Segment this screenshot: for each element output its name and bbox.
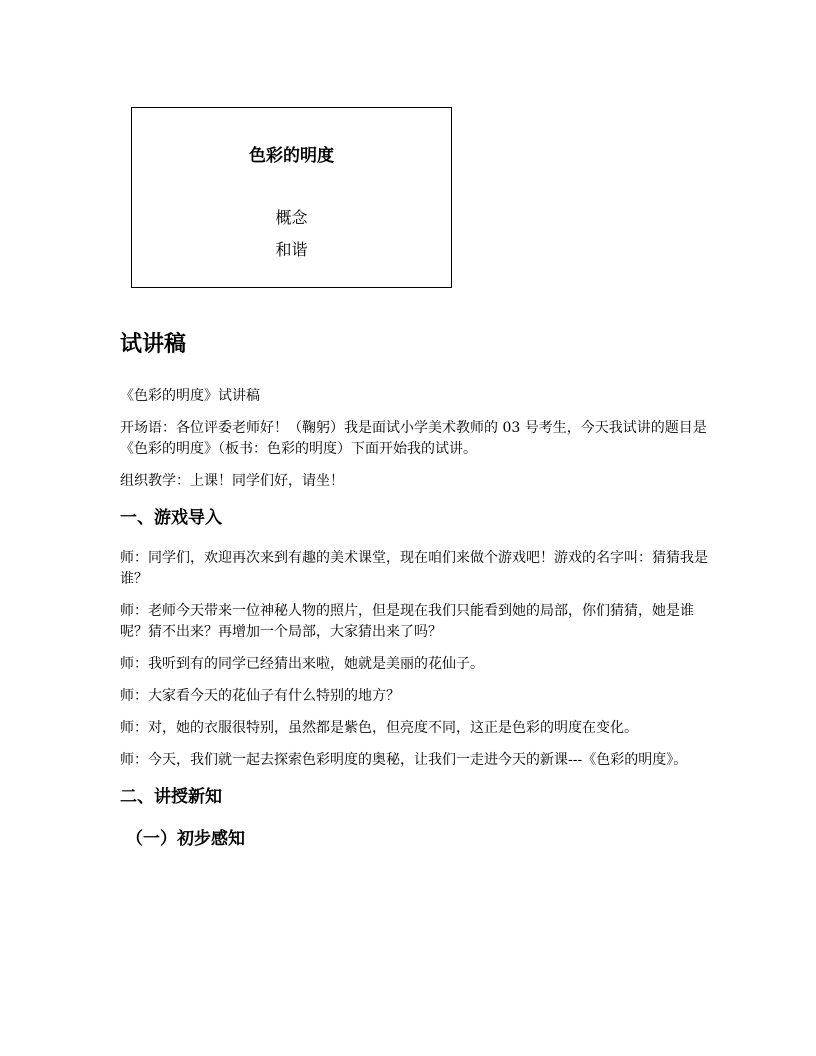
- teacher-paragraph-2: 师：老师今天带来一位神秘人物的照片，但是现在我们只能看到她的局部，你们猜猜，她是谁呢？猜不出来？再增加一个局部，大家猜出来了吗？: [120, 603, 694, 640]
- blackboard-sketch: [131, 107, 452, 288]
- subsection-heading-perception: （一）初步感知: [126, 829, 245, 849]
- board-title: 色彩的明度: [249, 146, 334, 166]
- document-body: [120, 330, 710, 851]
- teacher-paragraph-3: 师：我听到有的同学已经猜出来啦，她就是美丽的花仙子。: [120, 656, 484, 672]
- teacher-paragraph-1: 师：同学们，欢迎再次来到有趣的美术课堂，现在咱们来做个游戏吧！游戏的名字叫：猜猜我是谁？: [120, 550, 708, 587]
- teacher-paragraph-4: 师：大家看今天的花仙子有什么特别的地方？: [120, 688, 400, 704]
- board-line-harmony: 和谐: [275, 240, 308, 259]
- section-heading-game: 一、游戏导入: [120, 508, 222, 528]
- organize-paragraph: 组织教学：上课！同学们好，请坐！: [120, 473, 344, 489]
- opening-paragraph: 开场语：各位评委老师好！（鞠躬）我是面试小学美术教师的 03 号考生，今天我试讲的题目是《色彩的明度》（板书：色彩的明度）下面开始我的试讲。: [120, 420, 707, 457]
- section-heading-teaching: 二、讲授新知: [120, 787, 222, 807]
- document-title: 试讲稿: [120, 332, 187, 357]
- document-subtitle: 《色彩的明度》试讲稿: [120, 388, 260, 404]
- board-line-concept: 概念: [275, 208, 308, 227]
- teacher-paragraph-5: 师：对，她的衣服很特别，虽然都是紫色，但亮度不同，这正是色彩的明度在变化。: [120, 720, 638, 736]
- teacher-paragraph-6: 师：今天，我们就一起去探索色彩明度的奥秘，让我们一走进今天的新课---《色彩的明度》。: [120, 752, 688, 768]
